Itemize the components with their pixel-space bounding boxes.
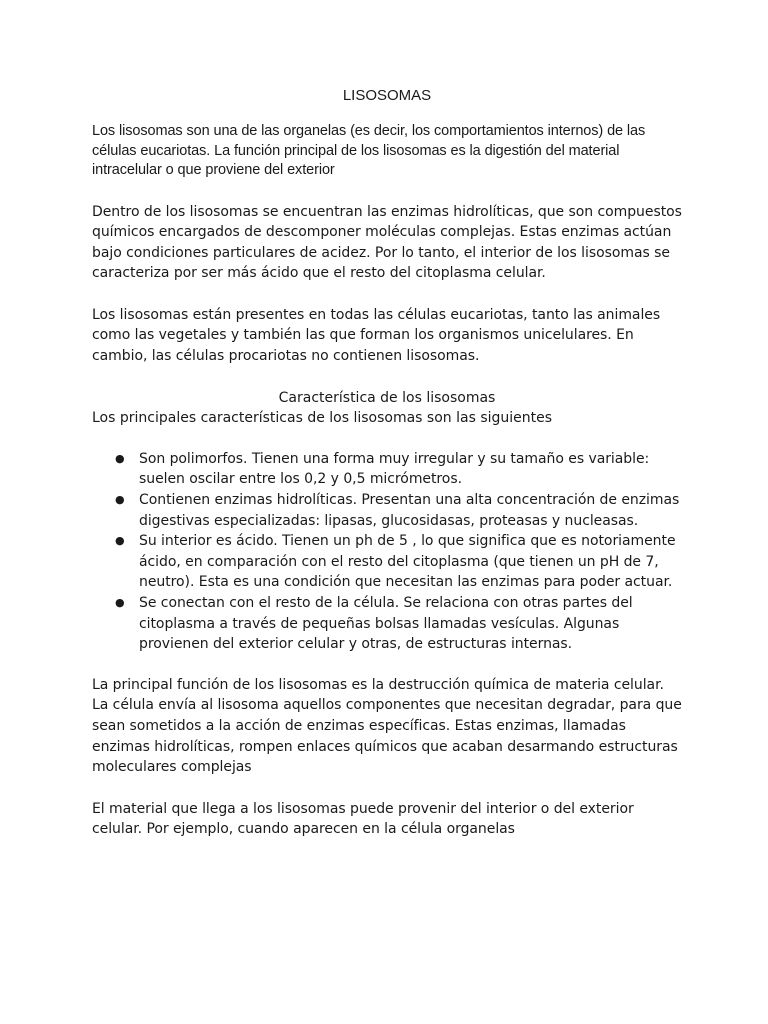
bullet-icon: ● [115, 534, 125, 548]
paragraph-presence: Los lisosomas están presentes en todas las células eucariotas, tanto las animales como las vegetales y también las que forman los organismos unicelulares. En cambio, las células procariotas no contienen lisosomas. [92, 306, 661, 365]
section-lead: Los principales características de los lisosomas son las siguientes [92, 410, 553, 427]
list-item-text: Son polimorfos. Tienen una forma muy irregular y su tamaño es variable: suelen oscilar entre los 0,2 y 0,5 micrómetros. [139, 450, 650, 488]
list-item [92, 531, 682, 593]
bullet-icon: ● [115, 493, 125, 507]
paragraph-enzymes: Dentro de los lisosomas se encuentran las enzimas hidrolíticas, que son compuestos químicos encargados de descomponer moléculas complejas. Estas enzimas actúan bajo condiciones particulares de acidez. Por lo tanto, el interior de los lisosomas se caracteriza por ser más ácido que el resto del citoplasma celular. [92, 203, 682, 282]
list-item [92, 490, 682, 531]
section-title: Característica de los lisosomas [278, 389, 496, 406]
bullet-icon: ● [115, 451, 125, 465]
list-item-text: Se conectan con el resto de la célula. Se relaciona con otras partes del citoplasma a través de pequeñas bolsas llamadas vesículas. Algunas provienen del exterior celular y otras, de estructuras internas. [139, 595, 633, 653]
list-item-text: Su interior es ácido. Tienen un ph de 5 , lo que significa que es notoriamente ácido, en comparación con el resto del citoplasma (que tienen un pH de 7, neutro). Esta es una condición que necesitan las enzimas para poder actuar. [139, 533, 676, 591]
characteristics-list [92, 449, 682, 655]
paragraph-material-origin: El material que llega a los lisosomas puede provenir del interior o del exterior celular. Por ejemplo, cuando aparecen en la célula organelas [92, 800, 634, 838]
document-page [92, 86, 682, 861]
list-item [92, 593, 682, 655]
document-title: LISOSOMAS [342, 87, 432, 104]
intro-paragraph: Los lisosomas son una de las organelas (es decir, los comportamientos internos) de las células eucariotas. La función principal de los lisosomas es la digestión del material intracelular o que proviene del exterior [92, 123, 646, 178]
list-item [92, 449, 682, 490]
paragraph-function: La principal función de los lisosomas es la destrucción química de materia celular. La célula envía al lisosoma aquellos componentes que necesitan degradar, para que sean sometidos a la acción de enzimas específicas. Estas enzimas, llamadas enzimas hidrolíticas, rompen enlaces químicos que acaban desarmando estructuras moleculares complejas [92, 676, 682, 776]
list-item-text: Contienen enzimas hidrolíticas. Presentan una alta concentración de enzimas digestivas especializadas: lipasas, glucosidasas, proteasas y nucleasas. [139, 492, 680, 529]
bullet-icon: ● [115, 596, 125, 609]
